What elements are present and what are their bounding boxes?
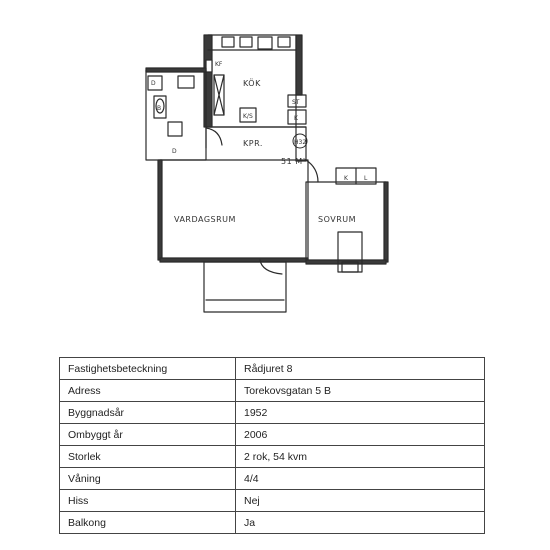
table-row: [60, 446, 485, 468]
row-label: Ombyggt år: [60, 424, 236, 446]
wardrobe-a-label: K: [344, 175, 348, 182]
row-value: 2006: [236, 424, 485, 446]
fridge-label: KF: [215, 61, 223, 68]
row-value: 1952: [236, 402, 485, 424]
row-value: Rådjuret 8: [236, 358, 485, 380]
row-label: Storlek: [60, 446, 236, 468]
oven-label: K/S: [243, 113, 253, 120]
table-row: [60, 424, 485, 446]
room-label-hall: KPR.: [243, 139, 263, 148]
cabinet-label: K: [294, 115, 298, 122]
row-value: Ja: [236, 512, 485, 534]
room-label-kitchen: KÖK: [243, 79, 261, 88]
wash-label: D: [172, 148, 177, 155]
dishwasher-label: D: [151, 80, 156, 87]
property-facts-table: [59, 357, 485, 534]
bath-label: B: [157, 105, 162, 112]
row-label: Adress: [60, 380, 236, 402]
wardrobe-b-label: L: [364, 175, 368, 182]
table-row: [60, 380, 485, 402]
row-label: Byggnadsår: [60, 402, 236, 424]
row-value: 2 rok, 54 kvm: [236, 446, 485, 468]
area-label: 51 M²: [281, 157, 307, 166]
ceiling-height-label: H32: [294, 139, 307, 146]
table-row: [60, 512, 485, 534]
room-label-living-room: VARDAGSRUM: [174, 215, 236, 224]
row-value: 4/4: [236, 468, 485, 490]
row-label: Hiss: [60, 490, 236, 512]
row-value: Torekovsgatan 5 B: [236, 380, 485, 402]
table-row: [60, 490, 485, 512]
table-row: [60, 468, 485, 490]
row-label: Fastighetsbeteckning: [60, 358, 236, 380]
hall-area: [206, 127, 318, 182]
shelf-label: ST: [292, 99, 300, 106]
row-label: Våning: [60, 468, 236, 490]
row-value: Nej: [236, 490, 485, 512]
row-label: Balkong: [60, 512, 236, 534]
room-label-bedroom: SOVRUM: [318, 215, 357, 224]
table-row: [60, 402, 485, 424]
table-row: [60, 358, 485, 380]
balcony: [204, 262, 286, 312]
